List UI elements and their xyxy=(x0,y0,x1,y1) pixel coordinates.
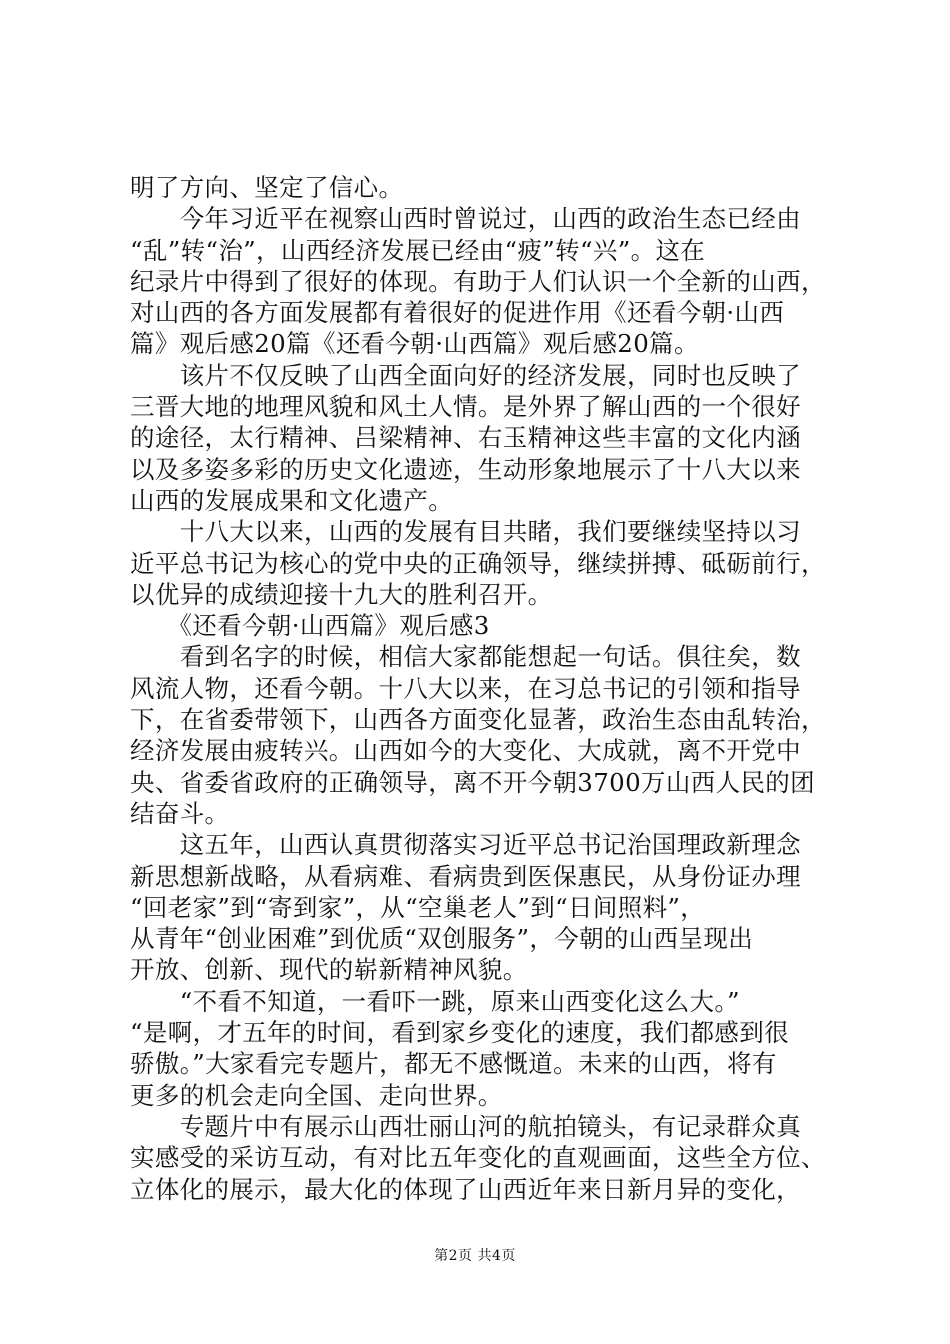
text-line: 今年习近平在视察山西时曾说过，山西的政治生态已经由 xyxy=(130,204,801,234)
text-line: 三晋大地的地理风貌和风土人情。是外界了解山西的一个很好 xyxy=(130,392,801,422)
text-line: 从青年“创业困难”到优质“双创服务”，今朝的山西呈现出 xyxy=(130,924,754,954)
text-line: 纪录片中得到了很好的体现。有助于人们认识一个全新的山西， xyxy=(130,266,826,296)
text-line: “不看不知道，一看吓一跳，原来山西变化这么大。” xyxy=(130,986,740,1016)
text-line: 该片不仅反映了山西全面向好的经济发展，同时也反映了 xyxy=(130,360,801,390)
text-line: 近平总书记为核心的党中央的正确领导，继续拼搏、砥砺前行， xyxy=(130,548,826,578)
document-body xyxy=(130,172,830,1205)
page-footer: 第2页 共4页 xyxy=(434,1248,516,1264)
text-line: 以优异的成绩迎接十九大的胜利召开。 xyxy=(130,579,553,609)
text-line: 对山西的各方面发展都有着很好的促进作用《还看今朝·山西 xyxy=(130,298,785,328)
text-line: 篇》观后感20篇《还看今朝·山西篇》观后感20篇。 xyxy=(130,329,699,359)
text-line: 经济发展由疲转兴。山西如今的大变化、大成就，离不开党中 xyxy=(130,736,801,766)
text-line: 实感受的采访互动，有对比五年变化的直观画面，这些全方位、 xyxy=(130,1143,826,1173)
text-line: 央、省委省政府的正确领导，离不开今朝3700万山西人民的团 xyxy=(130,767,815,797)
text-line: 开放、创新、现代的崭新精神风貌。 xyxy=(130,955,528,985)
text-line: “乱”转“治”，山西经济发展已经由“疲”转“兴”。这在 xyxy=(130,235,706,265)
text-line: 结奋斗。 xyxy=(130,798,230,828)
text-line: 骄傲。”大家看完专题片，都无不感慨道。未来的山西，将有 xyxy=(130,1049,777,1079)
text-line: “是啊，才五年的时间，看到家乡变化的速度，我们都感到很 xyxy=(130,1018,789,1048)
text-line: 专题片中有展示山西壮丽山河的航拍镜头，有记录群众真 xyxy=(130,1111,801,1141)
text-line: 立体化的展示，最大化的体现了山西近年来日新月异的变化， xyxy=(130,1174,801,1204)
text-line: 新思想新战略，从看病难、看病贵到医保惠民，从身份证办理 xyxy=(130,861,801,891)
section-heading: 《还看今朝·山西篇》观后感3 xyxy=(130,611,490,641)
text-line: 下，在省委带领下，山西各方面变化显著，政治生态由乱转治， xyxy=(130,705,826,735)
text-line: 风流人物，还看今朝。十八大以来，在习总书记的引领和指导 xyxy=(130,673,801,703)
text-line: 这五年，山西认真贯彻落实习近平总书记治国理政新理念 xyxy=(130,830,801,860)
text-line: 山西的发展成果和文化遗产。 xyxy=(130,485,454,515)
text-line: 以及多姿多彩的历史文化遗迹，生动形象地展示了十八大以来 xyxy=(130,454,801,484)
text-line: “回老家”到“寄到家”，从“空巢老人”到“日间照料”， xyxy=(130,892,706,922)
text-line: 看到名字的时候，相信大家都能想起一句话。俱往矣，数 xyxy=(130,642,801,672)
text-line: 更多的机会走向全国、走向世界。 xyxy=(130,1080,503,1110)
text-line: 十八大以来，山西的发展有目共睹，我们要继续坚持以习 xyxy=(130,517,801,547)
text-line: 明了方向、坚定了信心。 xyxy=(130,173,404,202)
text-line: 的途径，太行精神、吕梁精神、右玉精神这些丰富的文化内涵 xyxy=(130,423,801,453)
